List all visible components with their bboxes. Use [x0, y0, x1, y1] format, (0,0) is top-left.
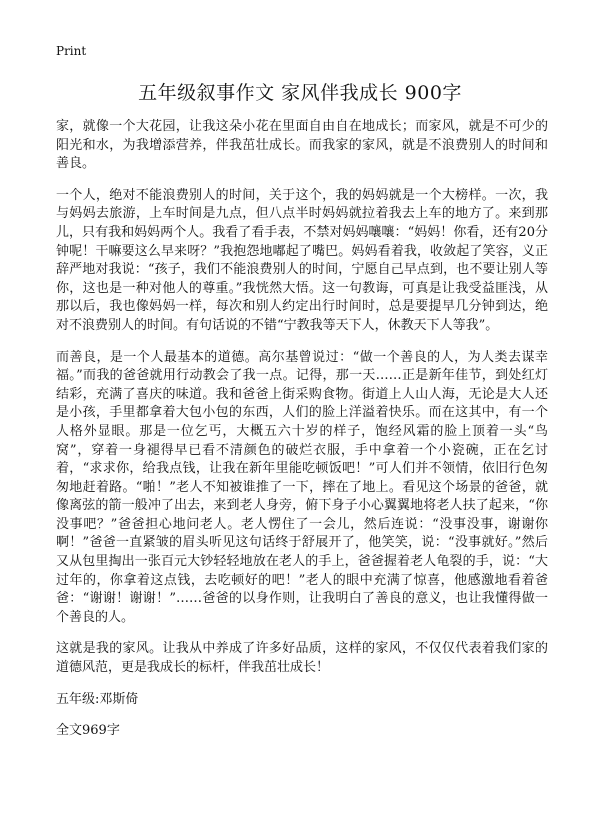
- word-count: 全文969字: [56, 723, 120, 739]
- author-signature: 五年级:邓斯倚: [56, 691, 139, 707]
- paragraph-intro: 家，就像一个大花园，让我这朵小花在里面自由自在地成长；而家风，就是不可少的阳光和水，为我增添营养，伴我茁壮成长。而我家的家风，就是不浪费别人的时间和善良。: [56, 119, 548, 172]
- paragraph-kindness: 而善良，是一个人最基本的道德。高尔基曾说过：“做一个善良的人，为人类去谋幸福。”而我的爸爸就用行动教会了我一点。记得，那一天……正是新年佳节，到处红灯结彩，充满了喜庆的味道。我和爸爸上街采购食物。街道上人山人海，无论是大人还是小孩，手里都拿着大包小包的东西，人们的脸上洋溢着快乐。而在这其中，有一个人格外显眼。那是一位乞丐，大概五六十岁的样子，饱经风霜的脸上顶着一头“鸟窝”，穿着一身褪得早已看不清颜色的破烂衣服，手中拿着一个小瓷碗，正在乞讨着，“求求你，给我点钱，让我在新年里能吃顿饭吧！”可人们并不领情，依旧行色匆匆地赶着路。“啪！”老人不知被谁推了一下，摔在了地上。看见这个场景的爸爸，就像离弦的箭一般冲了出去，来到老人身旁，俯下身子小心翼翼地将老人扶了起来，“你没事吧？”爸爸担心地问老人。老人愣住了一会儿，然后连说：“没事没事，谢谢你啊！”爸爸一直紧皱的眉头听见这句话终于舒展开了，他笑笑，说：“没事就好。”然后又从包里掏出一张百元大钞轻轻地放在老人的手上，爸爸握着老人龟裂的手，说：“大过年的，你拿着这点钱，去吃顿好的吧！”老人的眼中充满了惊喜，他感激地看着爸爸：“谢谢！谢谢！”……爸爸的以身作则，让我明白了善良的意义，也让我懂得做一个善良的人。: [56, 349, 548, 625]
- paragraph-time: 一个人，绝对不能浪费别人的时间，关于这个，我的妈妈就是一个大榜样。一次，我与妈妈去旅游，上车时间是九点，但八点半时妈妈就拉着我去上车的地方了。来到那儿，只有我和妈妈两个人。我看了看手表，不禁对妈妈嚷嚷：“妈妈！你看，还有20分钟呢！干嘛要这么早来呀？”我抱怨地嘟起了嘴巴。妈妈看着我，收敛起了笑容，义正辞严地对我说：“孩子，我们不能浪费别人的时间，宁愿自己早点到，也不要让别人等你，这也是一种对他人的尊重。”我恍然大悟。这一句教诲，可真是让我受益匪浅，从那以后，我也像妈妈一样，每次和别人约定出行时间时，总是要提早几分钟到达，绝对不浪费别人的时间。有句话说的不错“宁教我等天下人，休教天下人等我”。: [56, 187, 548, 333]
- article-body: [56, 118, 548, 754]
- paragraph-conclusion: 这就是我的家风。让我从中养成了许多好品质，这样的家风，不仅仅代表着我们家的道德风范，更是我成长的标杆，伴我茁壮成长！: [56, 641, 548, 676]
- page-title: 五年级叙事作文 家风伴我成长 900字: [138, 82, 462, 104]
- print-label[interactable]: Print: [56, 44, 87, 58]
